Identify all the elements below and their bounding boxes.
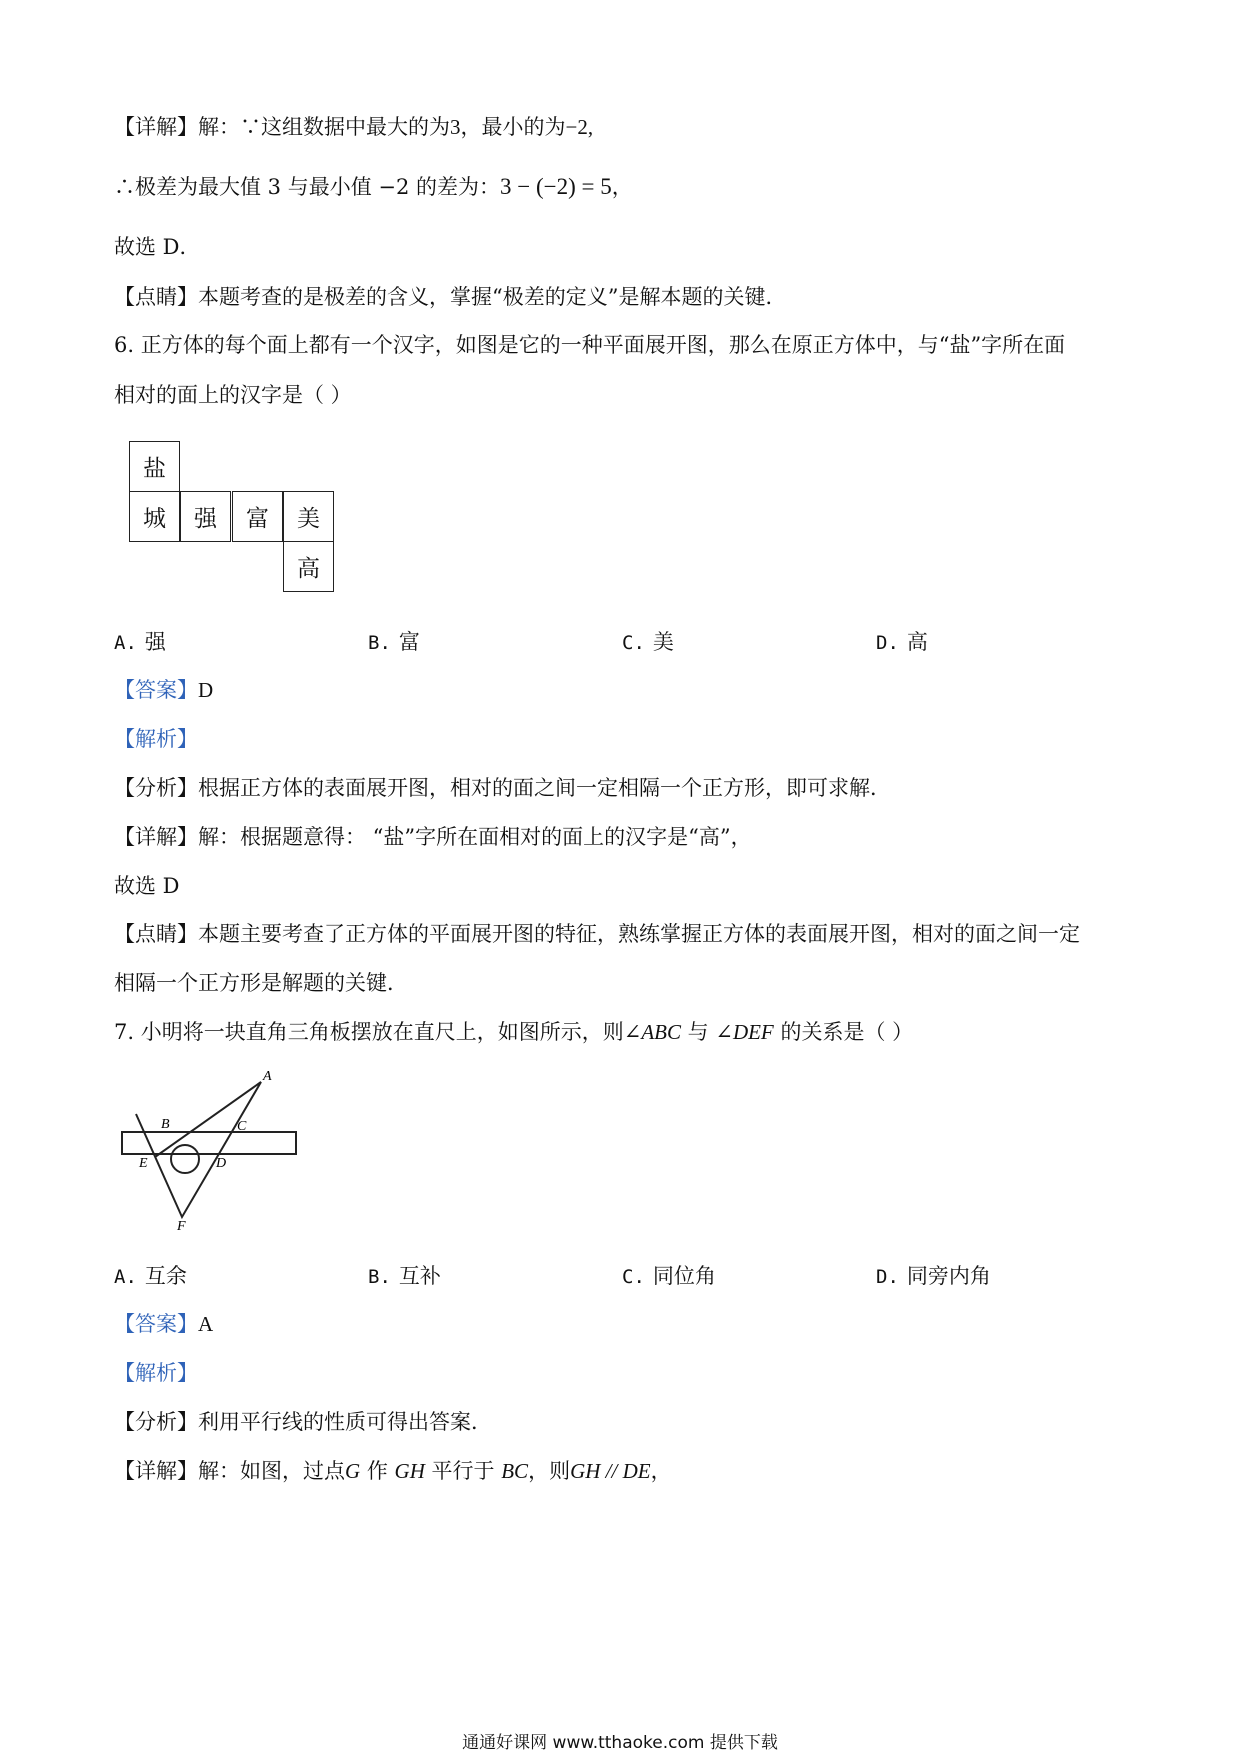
q6-option-c: C. 美 xyxy=(622,630,674,654)
q5-comment-label: 【点睛】 xyxy=(114,285,198,309)
q7-line-gh: GH xyxy=(394,1459,425,1483)
q7-line-bc: BC xyxy=(501,1459,529,1483)
q6-choice: 故选 D xyxy=(114,874,180,898)
q6-answer-label: 【答案】 xyxy=(114,678,198,702)
q7-point-g: G xyxy=(345,1459,361,1483)
q6-analysis-label2: 【分析】 xyxy=(114,776,198,800)
q5-detail-text: 解：∵这组数据中最大的为 xyxy=(198,115,450,139)
q6-comment-text1: 本题主要考查了正方体的平面展开图的特征，熟练掌握正方体的表面展开图，相对的面之间一定 xyxy=(198,922,1080,946)
label-a: A xyxy=(263,1070,272,1084)
q7-question-suffix: 的关系是（ ） xyxy=(773,1020,914,1044)
q7-option-b: B. 互补 xyxy=(368,1264,441,1288)
q7-angle-abc: ∠ABC xyxy=(623,1020,681,1044)
q6-analysis-line xyxy=(114,773,891,803)
q7-detail-line xyxy=(114,1456,672,1486)
q7-answer: A xyxy=(198,1312,214,1336)
q7-detail-d: ，则 xyxy=(528,1459,571,1483)
q7-detail-c: 平行于 xyxy=(424,1459,502,1483)
q7-detail-label: 【详解】 xyxy=(114,1459,198,1483)
q6-question-line2: 相对的面上的汉字是（ ） xyxy=(114,383,352,407)
q7-answer-label: 【答案】 xyxy=(114,1312,198,1336)
q6-question-line1: 6. 正方体的每个面上都有一个汉字，如图是它的一种平面展开图，那么在原正方体中，与“盐”字所在面 xyxy=(114,333,1066,357)
q7-question-mid: 与 xyxy=(680,1020,716,1044)
q7-analysis-line xyxy=(114,1407,492,1437)
q7-option-a: A. 互余 xyxy=(114,1264,187,1288)
q6-detail-line xyxy=(114,822,752,852)
triangle-ruler-figure xyxy=(115,1070,305,1230)
q7-option-d: D. 同旁内角 xyxy=(876,1264,991,1288)
label-c: C xyxy=(237,1119,247,1134)
q6-answer: D xyxy=(198,678,214,702)
net-cell-top: 盐 xyxy=(129,441,180,492)
q7-angle-def: ∠DEF xyxy=(715,1020,774,1044)
q5-detail-line xyxy=(114,112,593,142)
q7-question-prefix: 7. 小明将一块直角三角板摆放在直尺上，如图所示，则 xyxy=(114,1020,624,1044)
triangle-outline xyxy=(136,1082,261,1217)
q6-analysis-text: 根据正方体的表面展开图，相对的面之间一定相隔一个正方形，即可求解． xyxy=(198,776,891,800)
label-f: F xyxy=(177,1219,186,1230)
net-cell-bottom: 高 xyxy=(283,541,334,592)
q5-comment-line xyxy=(114,282,786,312)
q7-analysis-text: 利用平行线的性质可得出答案． xyxy=(198,1410,492,1434)
net-cell-row-1: 城 xyxy=(129,491,180,542)
q5-detail-label: 【详解】 xyxy=(114,115,198,139)
q5-min-text: ，最小的为 xyxy=(460,115,566,139)
q6-detail-label: 【详解】 xyxy=(114,825,198,849)
q6-comment-line2: 相隔一个正方形是解题的关键． xyxy=(114,971,408,995)
q7-detail-b: 作 xyxy=(360,1459,395,1483)
q5-min: −2, xyxy=(565,115,594,139)
triangle-hole xyxy=(171,1145,199,1173)
q6-comment-label: 【点睛】 xyxy=(114,922,198,946)
q5-comment-text: 本题考查的是极差的含义，掌握“极差的定义”是解本题的关键． xyxy=(198,285,787,309)
page-footer: 通通好课网 www.tthaoke.com 提供下载 xyxy=(462,1733,778,1753)
q7-gh-parallel-de: GH // DE xyxy=(570,1459,651,1483)
net-cell-row-4: 美 xyxy=(283,491,334,542)
q7-analysis-label2: 【分析】 xyxy=(114,1410,198,1434)
q5-range-suffix: ， xyxy=(611,175,633,199)
q6-detail-text: 解：根据题意得： “盐”字所在面相对的面上的汉字是“高”， xyxy=(198,825,752,849)
q7-answer-line xyxy=(114,1309,213,1339)
q6-answer-line xyxy=(114,675,213,705)
label-b: B xyxy=(161,1117,170,1132)
q5-choice: 故选 D． xyxy=(114,235,201,259)
q7-question-line xyxy=(114,1017,913,1047)
net-cell-row-3: 富 xyxy=(232,491,283,542)
q5-max: 3 xyxy=(450,115,461,139)
label-e: E xyxy=(139,1156,148,1171)
label-d: D xyxy=(216,1156,227,1171)
q6-option-a: A. 强 xyxy=(114,630,166,654)
q5-range-line xyxy=(114,172,633,202)
q7-detail-e: ， xyxy=(650,1459,672,1483)
q5-range-prefix: ∴极差为最大值 3 与最小值 −2 的差为： xyxy=(114,175,501,199)
q6-analysis-label: 【解析】 xyxy=(114,727,198,751)
q7-option-c: C. 同位角 xyxy=(622,1264,716,1288)
q7-analysis-label: 【解析】 xyxy=(114,1361,198,1385)
q7-detail-a: 解：如图，过点 xyxy=(198,1459,345,1483)
net-cell-row-2: 强 xyxy=(180,491,231,542)
q5-formula: 3 − (−2) = 5 xyxy=(500,174,612,199)
q6-comment-line1 xyxy=(114,919,1080,949)
q6-option-d: D. 高 xyxy=(876,630,928,654)
q6-option-b: B. 富 xyxy=(368,630,420,654)
